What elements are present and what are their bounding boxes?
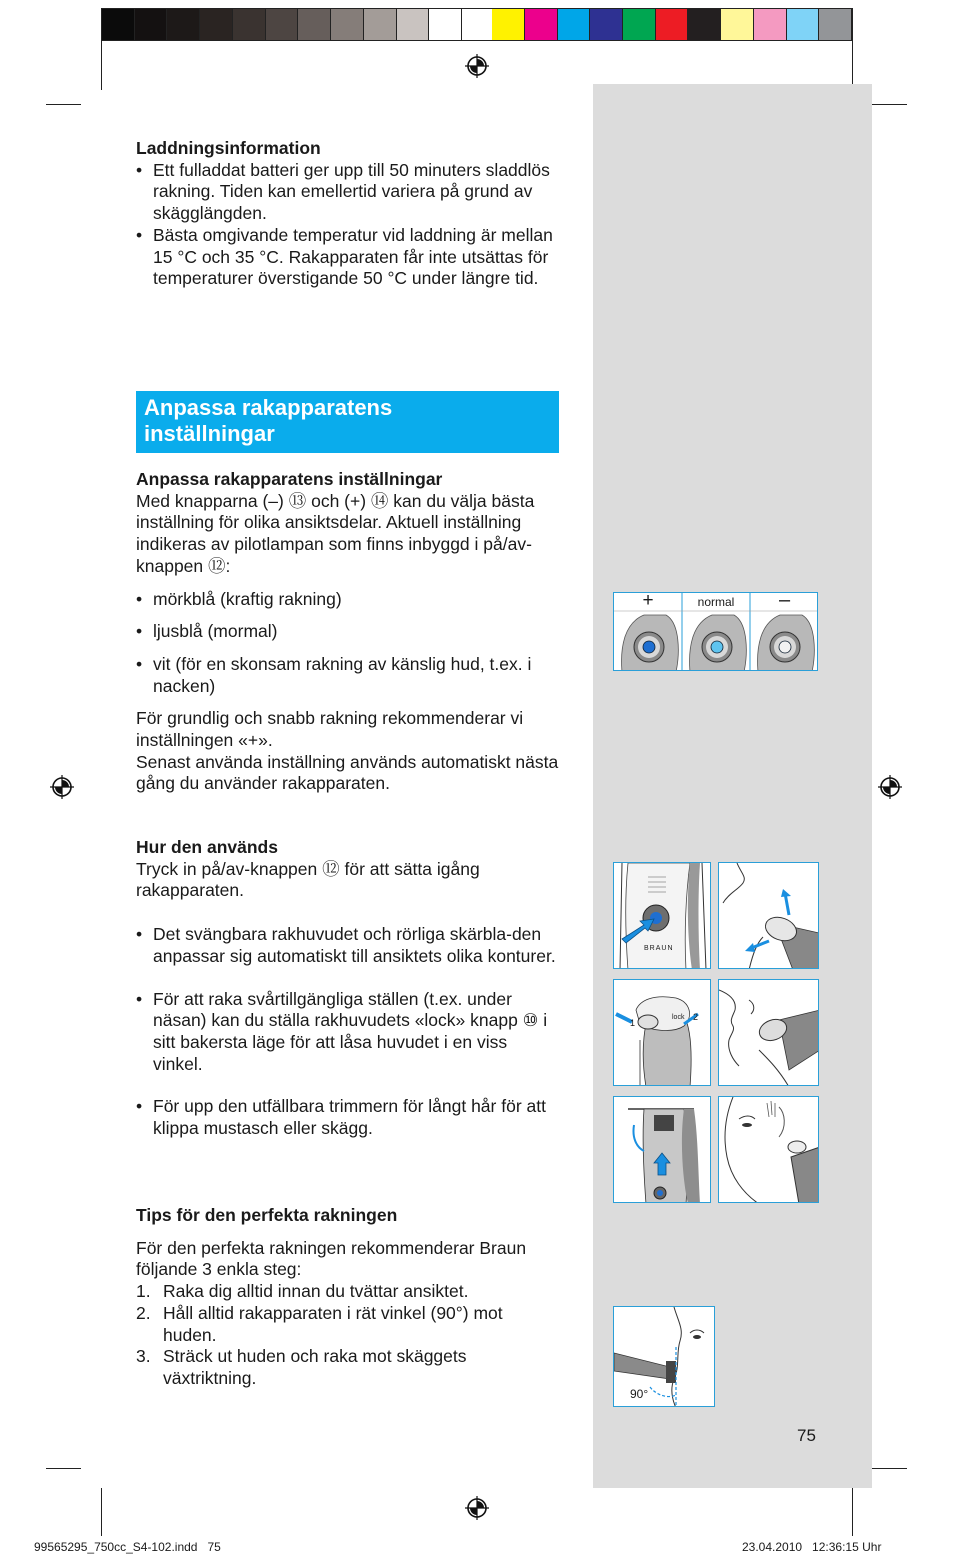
- color-swatch: [787, 9, 820, 40]
- tips-section: [136, 1205, 561, 1390]
- led-light-blue-icon: [711, 641, 723, 653]
- minus-label: –: [778, 592, 791, 611]
- list-item: • mörkblå (kraftig rakning): [136, 589, 561, 611]
- color-swatch: [558, 9, 591, 40]
- color-swatch: [102, 9, 135, 40]
- nose-shaving-figure: [718, 979, 819, 1086]
- color-swatch: [429, 9, 462, 40]
- color-swatch: [135, 9, 168, 40]
- plus-label: +: [642, 592, 654, 611]
- pivot-head-figure: [718, 862, 819, 969]
- list-item: [136, 1303, 561, 1346]
- crop-mark: [872, 104, 907, 105]
- list-item: [136, 1346, 561, 1389]
- registration-mark-icon: [464, 53, 490, 79]
- list-item: • För att raka svårtillgängliga ställen (t.ex. under näsan) kan du ställa rakhuvudets «lock» knapp ⑩ i sitt bakersta läge för att låsa huvudet i en viss vinkel.: [136, 989, 561, 1076]
- illustration-sidebar: [593, 84, 872, 1488]
- color-swatch: [688, 9, 721, 40]
- footer-file-info: 99565295_750cc_S4-102.indd 75: [34, 1540, 221, 1554]
- normal-label: normal: [697, 595, 735, 609]
- color-swatch: [200, 9, 233, 40]
- color-swatch: [331, 9, 364, 40]
- step-number: 2.: [136, 1302, 151, 1323]
- settings-paragraph: Senast använda inställning används automatiskt nästa gång du använder rakapparaten.: [136, 751, 559, 794]
- settings-section: [136, 469, 561, 795]
- lock-label: lock: [672, 1014, 685, 1021]
- list-item: • För upp den utfällbara trimmern för långt hår för att klippa mustasch eller skägg.: [136, 1096, 561, 1139]
- page-number: 75: [797, 1426, 816, 1445]
- color-swatch: [819, 9, 852, 40]
- step-number: 3.: [136, 1346, 151, 1367]
- charging-info: [136, 138, 561, 290]
- settings-heading: Anpassa rakapparatens inställningar: [136, 469, 443, 489]
- registration-mark-icon: [877, 774, 903, 800]
- color-swatch: [721, 9, 754, 40]
- power-on-figure: [613, 862, 711, 969]
- color-swatch: [266, 9, 299, 40]
- step-text: Sträck ut huden och raka mot skäggets växtriktning.: [163, 1346, 467, 1388]
- color-swatch: [525, 9, 558, 40]
- step-text: Raka dig alltid innan du tvättar ansiktet.: [163, 1281, 469, 1302]
- color-swatch: [298, 9, 331, 40]
- charging-heading: Laddningsinformation: [136, 138, 321, 158]
- lock-step-label: 1: [630, 1018, 636, 1028]
- color-swatch: [590, 9, 623, 40]
- section-title-line: inställningar: [144, 421, 275, 446]
- tips-intro: För den perfekta rakningen rekommenderar Braun följande 3 enkla steg:: [136, 1237, 527, 1280]
- tips-heading: Tips för den perfekta rakningen: [136, 1205, 398, 1225]
- lock-step-label: 2: [693, 1012, 699, 1022]
- color-swatch: [167, 9, 200, 40]
- crop-mark: [101, 1488, 102, 1536]
- angle-label: 90°: [630, 1387, 649, 1401]
- settings-figure: [613, 592, 818, 671]
- usage-intro: Tryck in på/av-knappen ⑫ för att sätta igång rakapparaten.: [136, 858, 480, 901]
- settings-paragraph: För grundlig och snabb rakning rekommenderar vi inställningen «+».: [136, 708, 524, 751]
- registration-mark-icon: [464, 1495, 490, 1521]
- lock-figure: [613, 979, 711, 1086]
- color-swatch: [397, 9, 430, 40]
- section-title-line: Anpassa rakapparatens: [144, 395, 393, 420]
- led-white-icon: [779, 641, 791, 653]
- crop-mark: [872, 1468, 907, 1469]
- color-swatch: [754, 9, 787, 40]
- led-dark-blue-icon: [643, 641, 655, 653]
- color-swatch: [364, 9, 397, 40]
- list-item: • Bästa omgivande temperatur vid laddning är mellan 15 °C och 35 °C. Rakapparaten får inte utsättas för temperaturer överstigande 50 °C under längre tid.: [136, 225, 561, 290]
- list-item: • Ett fulladdat batteri ger upp till 50 minuters sladdlös rakning. Tiden kan emellertid variera på grund av skägglängden.: [136, 160, 561, 225]
- crop-mark: [101, 38, 102, 90]
- footer-timestamp: 23.04.2010 12:36:15 Uhr: [742, 1540, 882, 1554]
- section-title-banner: [136, 391, 559, 453]
- color-calibration-bar: [101, 8, 853, 41]
- angle-90-figure: [613, 1306, 715, 1407]
- list-item: • vit (för en skonsam rakning av känslig hud, t.ex. i nacken): [136, 654, 561, 697]
- list-item: • ljusblå (mormal): [136, 621, 561, 643]
- list-item: • Det svängbara rakhuvudet och rörliga skärbla-den anpassar sig automatiskt till ansiktets olika konturer.: [136, 924, 561, 967]
- sideburn-trim-figure: [718, 1096, 819, 1203]
- color-swatch: [623, 9, 656, 40]
- brand-logo: BRAUN: [644, 945, 674, 952]
- color-swatch: [233, 9, 266, 40]
- color-swatch: [492, 9, 525, 40]
- color-swatch: [656, 9, 689, 40]
- crop-mark: [852, 38, 853, 90]
- crop-mark: [46, 104, 81, 105]
- list-item: [136, 1281, 561, 1303]
- step-text: Håll alltid rakapparaten i rät vinkel (90°) mot huden.: [163, 1302, 503, 1345]
- usage-heading: Hur den används: [136, 837, 278, 857]
- crop-mark: [852, 1488, 853, 1536]
- crop-mark: [46, 1468, 81, 1469]
- settings-intro: Med knapparna (–) ⑬ och (+) ⑭ kan du välja bästa inställning för olika ansiktsdelar. Aktuell inställning indikeras av pilotlampan som finns inbyggd i på/av-knappen ⑫:: [136, 490, 535, 576]
- step-number: 1.: [136, 1281, 151, 1302]
- registration-mark-icon: [49, 774, 75, 800]
- trimmer-figure: [613, 1096, 711, 1203]
- usage-section: [136, 837, 561, 1140]
